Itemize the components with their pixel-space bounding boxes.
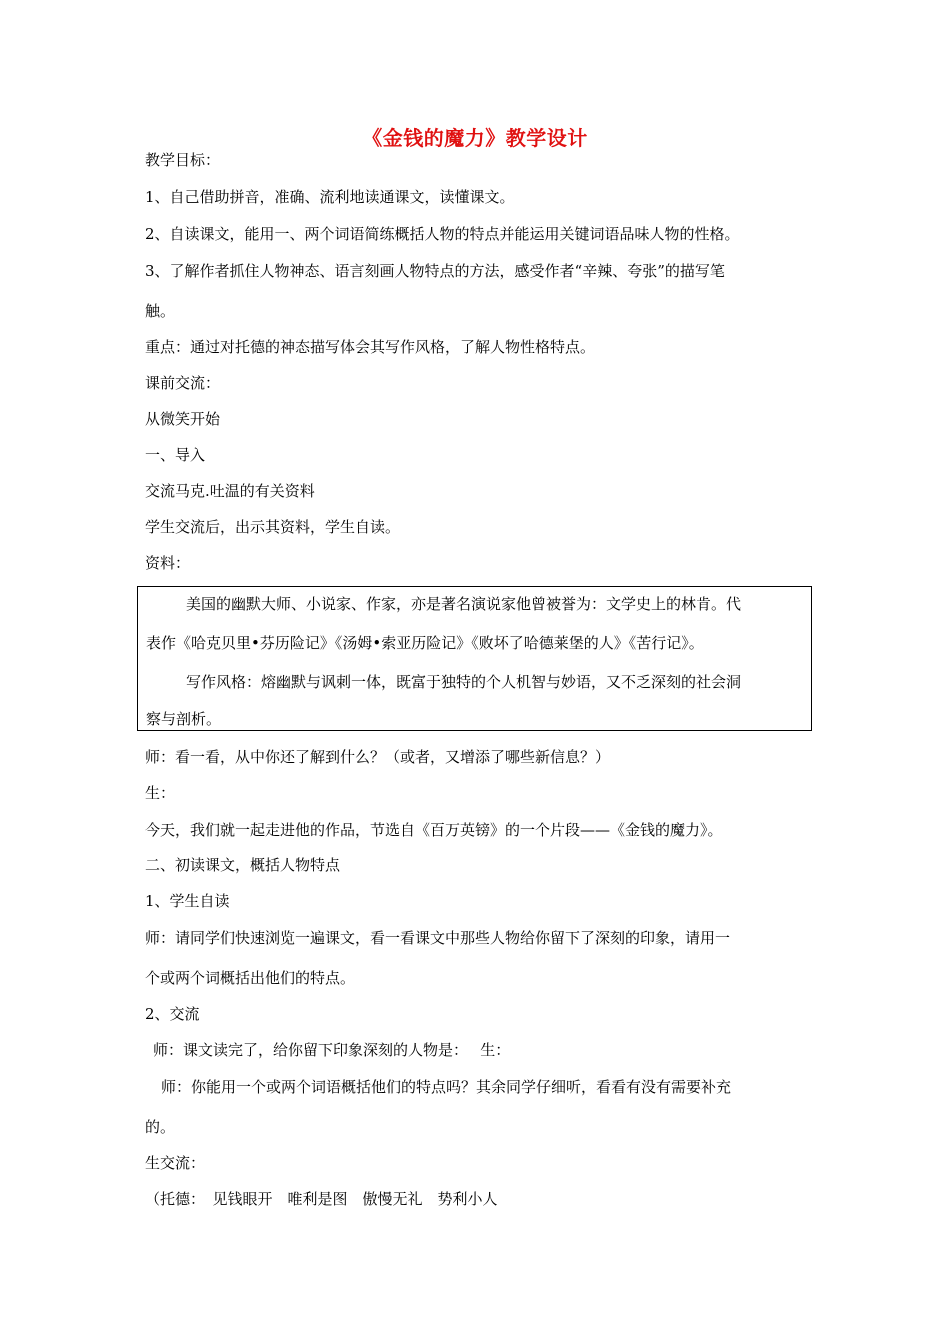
text-line: 师：请同学们快速浏览一遍课文，看一看课文中那些人物给你留下了深刻的印象，请用一 <box>145 929 731 947</box>
text-line: 交流马克.吐温的有关资料 <box>145 482 315 500</box>
box-text-line: 表作《哈克贝里•芬历险记》《汤姆•索亚历险记》《败坏了哈德莱堡的人》《苦行记》。 <box>146 634 704 652</box>
text-line: 2、交流 <box>145 1005 200 1023</box>
text-line: 资料： <box>145 554 191 572</box>
text-line: 生： <box>145 784 176 802</box>
text-line: 触。 <box>145 302 176 320</box>
text-line: 1、自己借助拼音，准确、流利地读通课文，读懂课文。 <box>145 188 515 206</box>
text-line: 师：看一看，从中你还了解到什么？（或者，又增添了哪些新信息？） <box>145 748 611 766</box>
text-line: 重点：通过对托德的神态描写体会其写作风格，了解人物性格特点。 <box>145 338 596 356</box>
text-line: 师：你能用一个或两个词语概括他们的特点吗？其余同学仔细听，看看有没有需要补充 <box>161 1078 732 1096</box>
text-line: 3、了解作者抓住人物神态、语言刻画人物特点的方法，感受作者“辛辣、夸张”的描写笔 <box>145 262 725 280</box>
text-line: 二、初读课文，概括人物特点 <box>145 856 341 874</box>
text-line: 生交流： <box>145 1154 206 1172</box>
text-line: 课前交流： <box>145 374 221 392</box>
document-title: 《金钱的魔力》教学设计 <box>362 126 588 150</box>
text-line: 师：课文读完了，给你留下印象深刻的人物是： 生： <box>153 1041 511 1059</box>
text-line: 一、导入 <box>145 446 206 464</box>
box-text-line: 美国的幽默大师、小说家、作家，亦是著名演说家他曾被誉为：文学史上的林肯。代 <box>186 595 742 613</box>
text-line: 从微笑开始 <box>145 410 221 428</box>
reference-box <box>137 586 812 731</box>
text-line: 2、自读课文，能用一、两个词语简练概括人物的特点并能运用关键词语品味人物的性格。 <box>145 225 740 243</box>
text-line: 个或两个词概括出他们的特点。 <box>145 969 356 987</box>
box-text-line: 察与剖析。 <box>146 710 222 728</box>
text-line: （托德： 见钱眼开 唯利是图 傲慢无礼 势利小人 <box>145 1190 498 1208</box>
text-line: 的。 <box>145 1118 176 1136</box>
text-line: 学生交流后，出示其资料，学生自读。 <box>145 518 401 536</box>
text-line: 今天，我们就一起走进他的作品，节选自《百万英镑》的一个片段——《金钱的魔力》。 <box>145 821 723 839</box>
text-line: 教学目标： <box>145 151 221 169</box>
text-line: 1、学生自读 <box>145 892 230 910</box>
box-text-line: 写作风格：熔幽默与讽刺一体，既富于独特的个人机智与妙语，又不乏深刻的社会洞 <box>186 673 742 691</box>
